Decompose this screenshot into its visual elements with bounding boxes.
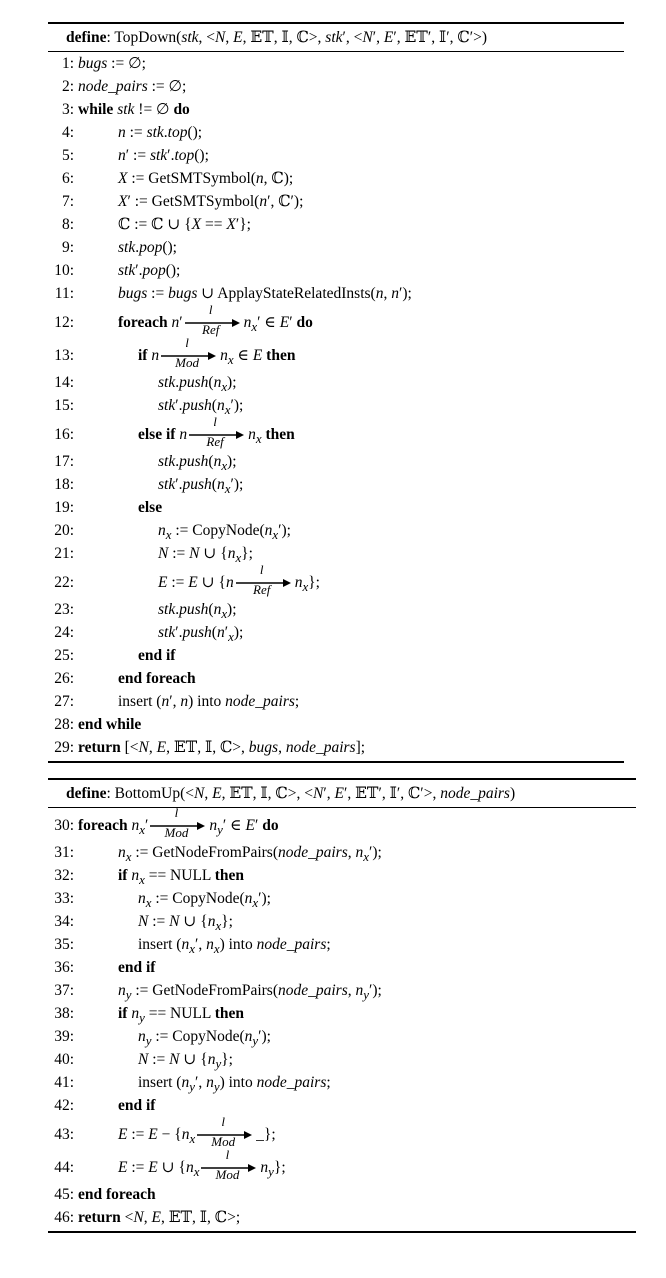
line-number: 25:: [54, 647, 74, 664]
code-text: $stk.push(n_x)$;: [158, 374, 237, 395]
code-line: [48, 713, 624, 736]
code-line: [48, 371, 624, 394]
code-line: [48, 956, 636, 979]
line-number: 37:: [54, 982, 74, 999]
code-line: [48, 1071, 636, 1094]
code-text: end if: [138, 647, 176, 664]
line-number: 18:: [54, 476, 74, 493]
line-number: 21:: [54, 545, 74, 562]
algorithm-header: define: TopDown(stk, <N, E, 𝔼𝕋, 𝕀, ℂ>, stk′, <N′, E′, 𝔼𝕋′, 𝕀′, ℂ′>): [66, 29, 487, 46]
code-line: [48, 1114, 636, 1150]
code-text: $n_x$ := GetNodeFromPairs(node_pairs, $n_x'$);: [118, 844, 382, 865]
code-text: if $n_x$ == NULL then: [118, 867, 244, 888]
code-text: $stk.push(n_x)$;: [158, 453, 237, 474]
code-text: n′ := stk′.top();: [118, 147, 209, 164]
code-line: [48, 167, 624, 190]
line-number: 17:: [54, 453, 74, 470]
code-line: [48, 644, 624, 667]
line-number: 24:: [54, 624, 74, 641]
code-line: [48, 1002, 636, 1025]
labeled-arrow: l Mod: [197, 1120, 253, 1150]
code-line: [48, 1183, 636, 1206]
code-text: end if: [118, 959, 156, 976]
code-text: end foreach: [118, 670, 196, 687]
code-text: E := $E - \{n_x$ l Mod _};: [118, 1114, 276, 1149]
code-line: [48, 473, 624, 496]
code-line: [48, 979, 636, 1002]
labeled-arrow: l Ref: [189, 420, 245, 450]
code-line: [48, 335, 624, 371]
code-line: [48, 236, 624, 259]
line-number: 33:: [54, 890, 74, 907]
line-number: 42:: [54, 1097, 74, 1114]
code-line: [48, 450, 624, 473]
line-number: 4:: [61, 124, 74, 141]
code-text: N := N ∪ $\{n_y\}$;: [138, 1051, 233, 1072]
code-text: foreach n′ l Ref $n_x'$ ∈ E′ do: [118, 302, 313, 337]
code-text: end foreach: [78, 1186, 156, 1203]
code-text: bugs := bugs ∪ ApplayStateRelatedInsts(n, n′);: [118, 285, 412, 302]
labeled-arrow: l Mod: [201, 1153, 257, 1183]
line-number: 5:: [61, 147, 74, 164]
line-number: 6:: [61, 170, 74, 187]
line-number: 36:: [54, 959, 74, 976]
line-number: 35:: [54, 936, 74, 953]
code-text: if n l Mod $n_x$ ∈ E then: [138, 335, 296, 370]
code-line: [48, 52, 624, 75]
code-line: [48, 144, 624, 167]
code-line: [48, 259, 624, 282]
line-number: 7:: [61, 193, 74, 210]
line-number: 16:: [54, 426, 74, 443]
line-number: 1:: [61, 55, 74, 72]
code-line: [48, 394, 624, 417]
code-text: X′ := GetSMTSymbol(n′, ℂ′);: [118, 193, 304, 210]
code-text: node_pairs := ∅;: [78, 78, 187, 95]
line-number: 41:: [54, 1074, 74, 1091]
line-number: 32:: [54, 867, 74, 884]
line-number: 28:: [54, 716, 74, 733]
bottom-rule: [48, 761, 624, 763]
line-number: 29:: [54, 739, 74, 756]
code-line: [48, 519, 624, 542]
code-text: insert ($n_x'$, $n_x$) into node_pairs;: [138, 936, 331, 957]
code-line: [48, 667, 624, 690]
code-line: [48, 1147, 636, 1183]
line-number: 30:: [54, 817, 74, 834]
line-number: 34:: [54, 913, 74, 930]
line-number: 22:: [54, 574, 74, 591]
code-line: [48, 1048, 636, 1071]
code-text: N := N ∪ $\{n_x\}$;: [158, 545, 253, 566]
code-line: [48, 864, 636, 887]
code-line: [48, 1094, 636, 1117]
code-line: [48, 736, 624, 759]
code-text: else: [138, 499, 163, 516]
labeled-arrow: l Mod: [150, 811, 206, 841]
code-text: E := E ∪ {$n_x$ l Mod $n_y$};: [118, 1147, 286, 1182]
line-number: 23:: [54, 601, 74, 618]
algorithm-bottom-up: [48, 778, 636, 1233]
algorithm-header: define: BottomUp(<N, E, 𝔼𝕋, 𝕀, ℂ>, <N′, E′, 𝔼𝕋′, 𝕀′, ℂ′>, node_pairs): [66, 785, 516, 802]
line-number: 27:: [54, 693, 74, 710]
code-line: [48, 933, 636, 956]
code-line: [48, 496, 624, 519]
code-text: bugs := ∅;: [78, 55, 146, 72]
code-line: [48, 910, 636, 933]
labeled-arrow: l Ref: [185, 308, 241, 338]
code-text: $n_y$ := $CopyNode(n_y')$;: [138, 1028, 271, 1049]
line-number: 39:: [54, 1028, 74, 1045]
code-text: stk′.pop();: [118, 262, 181, 279]
code-line: [48, 562, 624, 598]
line-number: 45:: [54, 1186, 74, 1203]
code-text: insert ($n_y'$, $n_y$) into node_pairs;: [138, 1074, 331, 1095]
code-line: [48, 841, 636, 864]
code-text: $stk'.push(n'_x)$;: [158, 624, 244, 645]
code-line: [48, 414, 624, 450]
labeled-arrow: l Ref: [236, 568, 292, 598]
code-text: insert (n′, n) into node_pairs;: [118, 693, 300, 710]
code-text: n := stk.top();: [118, 124, 203, 141]
line-number: 26:: [54, 670, 74, 687]
code-line: [48, 75, 624, 98]
line-number: 19:: [54, 499, 74, 516]
line-number: 11:: [54, 285, 74, 302]
code-text: end while: [78, 716, 142, 733]
code-text: if $n_y$ == NULL then: [118, 1005, 244, 1026]
code-text: $n_y$ := GetNodeFromPairs(node_pairs, $n_y'$);: [118, 982, 382, 1003]
line-number: 46:: [54, 1209, 74, 1226]
code-line: [48, 690, 624, 713]
code-text: N := N ∪ $\{n_x\}$;: [138, 913, 233, 934]
code-line: [48, 598, 624, 621]
code-text: E := E ∪ {n l Ref $n_x$};: [158, 562, 320, 597]
code-line: [48, 121, 624, 144]
line-number: 40:: [54, 1051, 74, 1068]
line-number: 10:: [54, 262, 74, 279]
line-number: 43:: [54, 1126, 74, 1143]
code-line: [48, 621, 624, 644]
code-text: end if: [118, 1097, 156, 1114]
line-number: 20:: [54, 522, 74, 539]
code-line: [48, 282, 624, 305]
algorithm-top-down: [48, 22, 624, 763]
line-number: 44:: [54, 1159, 74, 1176]
code-text: $n_x$ := $CopyNode(n_x')$;: [138, 890, 271, 911]
code-text: return <N, E, 𝔼𝕋, 𝕀, ℂ>;: [78, 1209, 241, 1226]
code-line: [48, 302, 624, 338]
code-text: $n_x$ := $CopyNode(n_x')$;: [158, 522, 291, 543]
line-number: 14:: [54, 374, 74, 391]
code-line: [48, 542, 624, 565]
line-number: 8:: [61, 216, 74, 233]
code-text: $stk'.push(n_x')$;: [158, 476, 244, 497]
line-number: 3:: [61, 101, 74, 118]
code-line: [48, 213, 624, 236]
line-number: 9:: [61, 239, 74, 256]
code-text: while stk != ∅ do: [78, 101, 190, 118]
code-text: $stk.push(n_x)$;: [158, 601, 237, 622]
code-line: [48, 1025, 636, 1048]
labeled-arrow: l Mod: [161, 341, 217, 371]
code-line: [48, 887, 636, 910]
code-text: X := GetSMTSymbol(n, ℂ);: [118, 170, 294, 187]
code-line: [48, 805, 636, 841]
line-number: 13:: [54, 347, 74, 364]
code-text: foreach $n_x'$ l Mod $n_y'$ ∈ E′ do: [78, 805, 279, 840]
line-number: 12:: [54, 314, 74, 331]
bottom-rule: [48, 1231, 636, 1233]
code-text: return [<N, E, 𝔼𝕋, 𝕀, ℂ>, bugs, node_pairs];: [78, 739, 366, 756]
line-number: 31:: [54, 844, 74, 861]
line-number: 2:: [61, 78, 74, 95]
code-text: $stk'.push(n_x')$;: [158, 397, 244, 418]
code-line: [48, 190, 624, 213]
code-text: else if n l Ref $n_x$ then: [138, 414, 295, 449]
code-text: ℂ := ℂ ∪ {X == X′};: [118, 216, 251, 233]
line-number: 15:: [54, 397, 74, 414]
code-line: [48, 1206, 636, 1229]
line-number: 38:: [54, 1005, 74, 1022]
code-text: stk.pop();: [118, 239, 177, 256]
code-line: [48, 98, 624, 121]
